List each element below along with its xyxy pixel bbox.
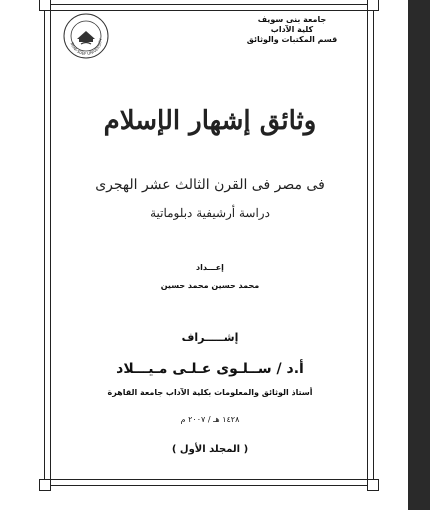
document-subtitle: فى مصر فى القرن الثالث عشر الهجرى [95, 177, 325, 193]
university-name: جامعة بنى سويف [257, 15, 327, 24]
supervisor-name: أ.د / ســلـوى عـلـى مـيـــلاد [116, 361, 304, 377]
supervision-label: إشـــــراف [181, 331, 239, 344]
volume-label: ( المجلد الأول ) [171, 444, 249, 455]
document-date: ١٤٢٨ هـ / ٢٠٠٧ م [180, 415, 240, 424]
border-corner-ornament [367, 0, 379, 11]
document-cover-page [30, 0, 375, 500]
faculty-name: كلية الآداب [270, 25, 314, 34]
author-name: محمد حسين محمد حسين [160, 281, 260, 290]
document-study-type: دراسة أرشيفية دبلوماتية [150, 206, 270, 220]
preparation-label: إعـــداد [196, 263, 224, 272]
page-border-inner [50, 10, 368, 480]
document-title: وثائق إشهار الإسلام [103, 106, 317, 136]
page-border-outer [44, 4, 374, 486]
border-corner-ornament [367, 479, 379, 491]
university-seal-icon [61, 11, 111, 61]
border-corner-ornament [39, 479, 51, 491]
department-name: قسم المكتبات والوثائق [246, 35, 338, 44]
institution-block [227, 15, 357, 45]
seal-text: BENI-SUEF UNIVERSITY [69, 38, 104, 57]
supervisor-title: أستاذ الوثائق والمعلومات بكلية الآداب جامعة القاهرة [107, 388, 313, 397]
dark-side-strip [408, 0, 430, 510]
